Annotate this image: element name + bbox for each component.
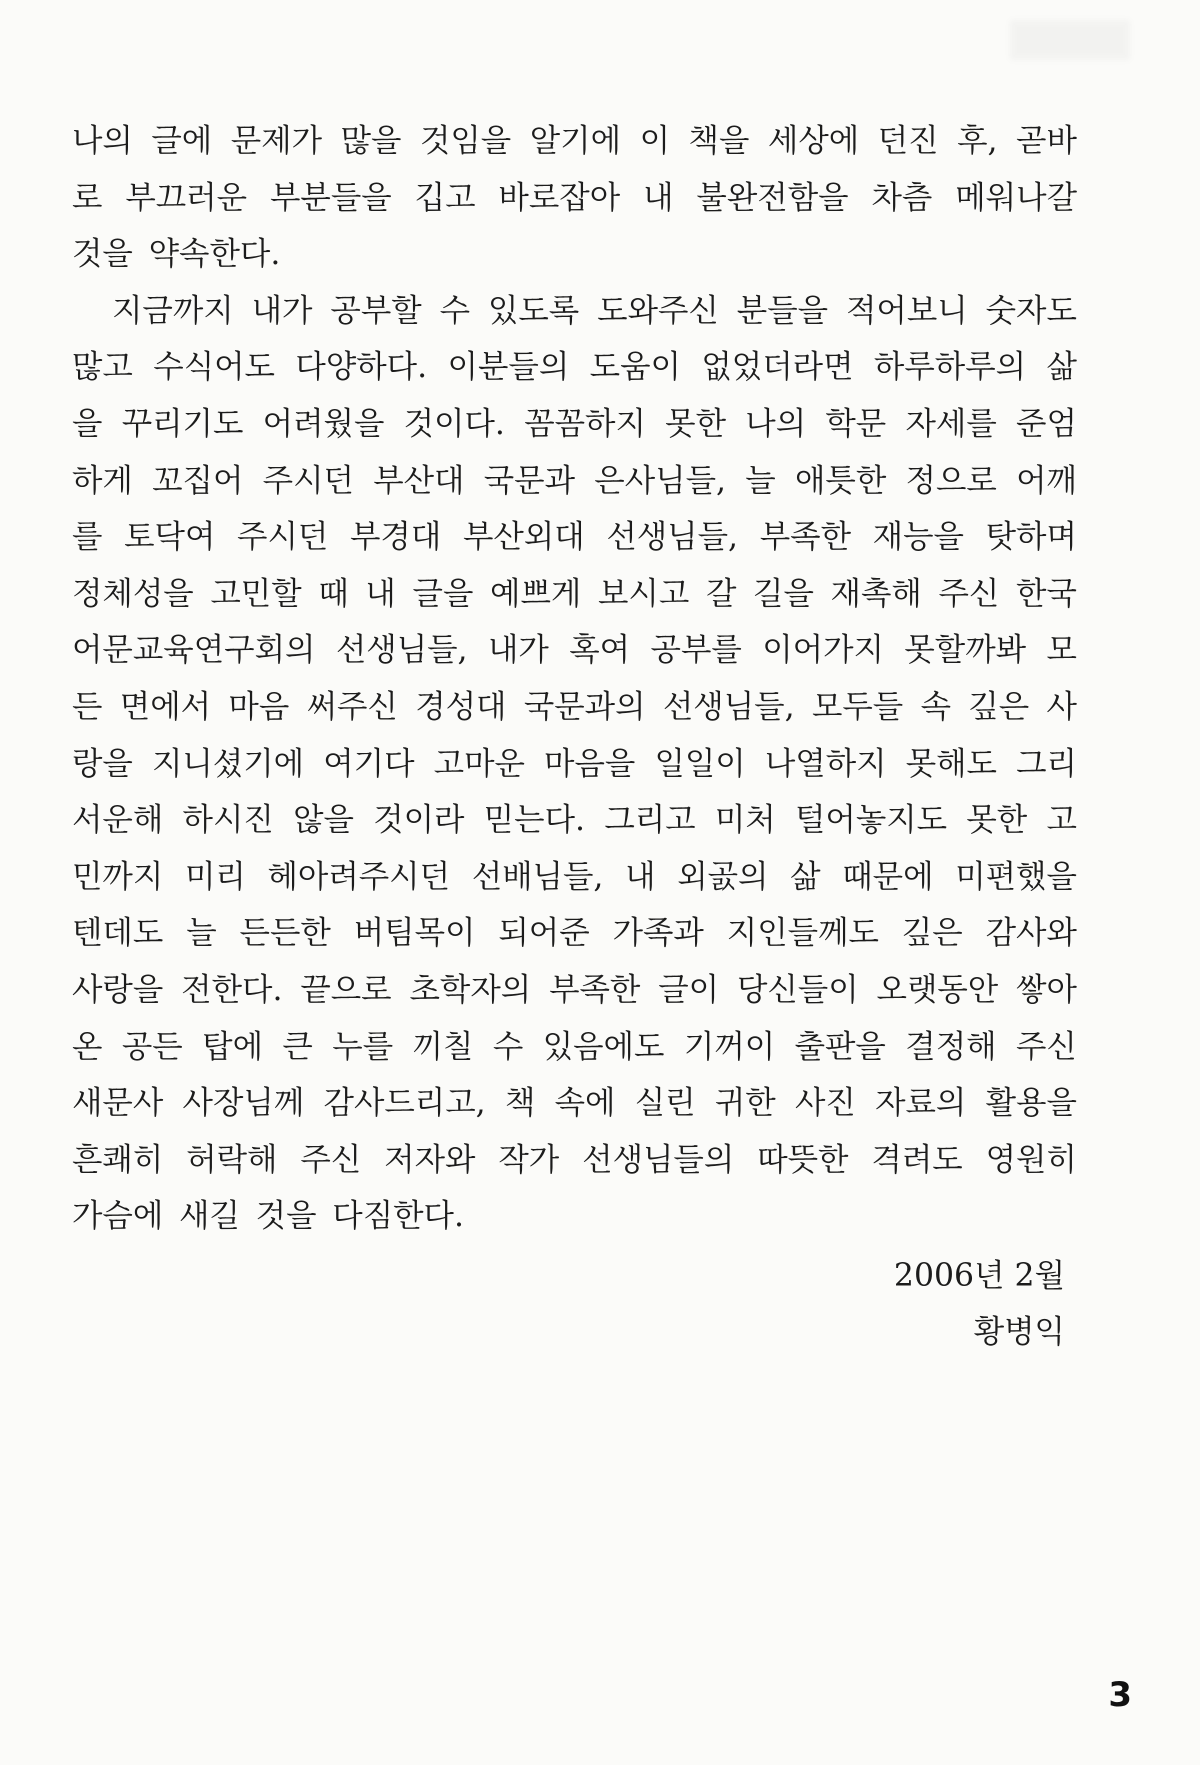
text-line: 나의 글에 문제가 많을 것임을 알기에 이 책을 세상에 던진 후, 곧바 <box>72 123 1077 159</box>
text-line: 많고 수식어도 다양하다. 이분들의 도움이 없었더라면 하루하루의 삶 <box>72 349 1077 386</box>
text-line: 흔쾌히 허락해 주신 저자와 작가 선생님들의 따뜻한 격려도 영원히 <box>72 1141 1077 1178</box>
text-line: 것을 약속한다. <box>72 236 281 273</box>
text-line: 민까지 미리 헤아려주시던 선배님들, 내 외곬의 삶 때문에 미편했을 <box>72 858 1077 895</box>
text-line: 사랑을 전한다. 끝으로 초학자의 부족한 글이 당신들이 오랫동안 쌓아 <box>72 971 1077 1008</box>
text-line: 어문교육연구회의 선생님들, 내가 혹여 공부를 이어가지 못할까봐 모 <box>72 632 1077 669</box>
text-line: 가슴에 새길 것을 다짐한다. <box>72 1198 464 1235</box>
text-line: 를 토닥여 주시던 부경대 부산외대 선생님들, 부족한 재능을 탓하며 <box>72 519 1077 556</box>
text-line: 랑을 지니셨기에 여기다 고마운 마음을 일일이 나열하지 못해도 그리 <box>72 745 1077 782</box>
text-line: 지금까지 내가 공부할 수 있도록 도와주신 분들을 적어보니 숫자도 <box>112 292 1077 329</box>
preface-body <box>72 113 1077 1245</box>
text-line: 온 공든 탑에 큰 누를 끼칠 수 있음에도 기꺼이 출판을 결정해 주신 <box>72 1028 1077 1065</box>
text-line: 로 부끄러운 부분들을 깁고 바로잡아 내 불완전함을 차츰 메워나갈 <box>72 179 1077 216</box>
text-line: 을 꾸리기도 어려웠을 것이다. 꼼꼼하지 못한 나의 학문 자세를 준엄 <box>72 405 1077 442</box>
signature-block <box>894 1248 1065 1360</box>
text-line: 하게 꼬집어 주시던 부산대 국문과 은사님들, 늘 애틋한 정으로 어깨 <box>72 462 1077 499</box>
text-line: 텐데도 늘 든든한 버팀목이 되어준 가족과 지인들께도 깊은 감사와 <box>72 915 1077 952</box>
text-line: 새문사 사장님께 감사드리고, 책 속에 실린 귀한 사진 자료의 활용을 <box>72 1085 1077 1122</box>
bleed-through-mark <box>1010 20 1130 60</box>
text-line: 서운해 하시진 않을 것이라 믿는다. 그리고 미처 털어놓지도 못한 고 <box>72 802 1077 839</box>
signature-date: 2006년 2월 <box>893 1258 1065 1294</box>
signature-author: 황병익 <box>973 1314 1065 1350</box>
text-line: 든 면에서 마음 써주신 경성대 국문과의 선생님들, 모두들 속 깊은 사 <box>72 688 1077 725</box>
text-line: 정체성을 고민할 때 내 글을 예쁘게 보시고 갈 길을 재촉해 주신 한국 <box>72 575 1077 612</box>
page-number: 3 <box>1108 1675 1132 1715</box>
